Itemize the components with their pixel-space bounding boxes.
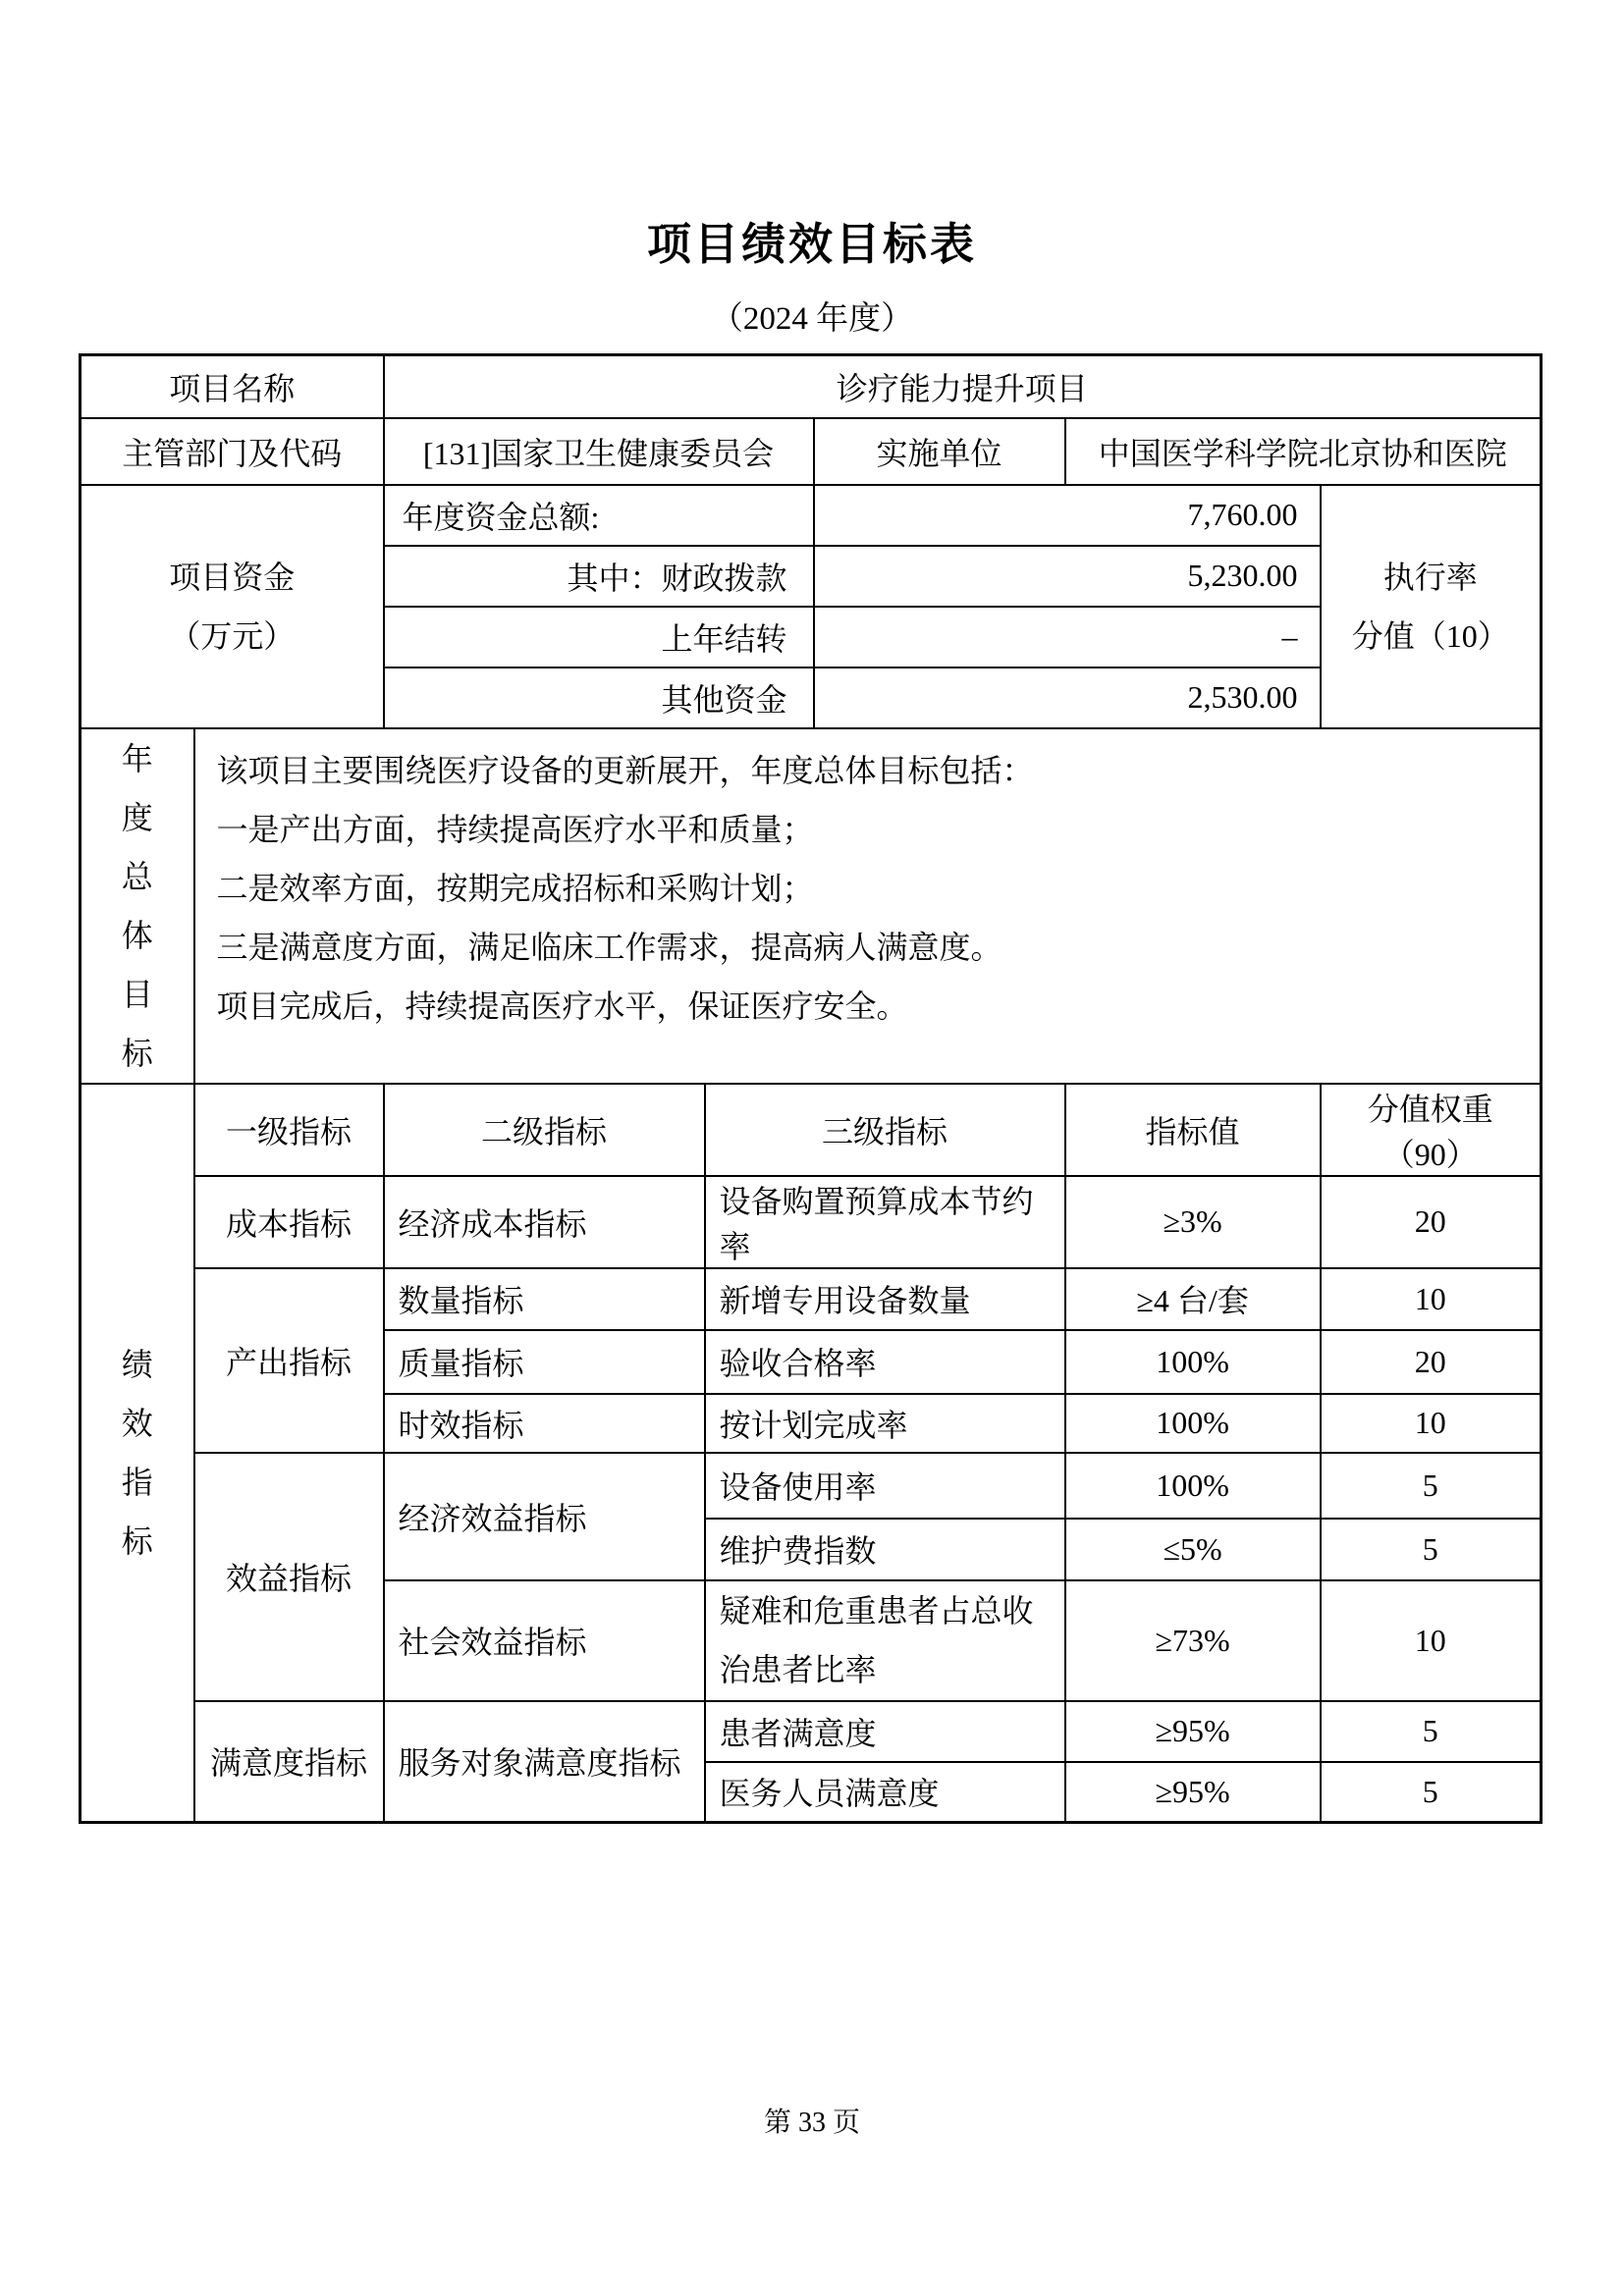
weight-cell: 5 <box>1321 1519 1542 1580</box>
level3-cell: 设备购置预算成本节约率 <box>705 1176 1065 1268</box>
level1-cell: 成本指标 <box>194 1176 384 1268</box>
value-cell: 100% <box>1065 1394 1321 1453</box>
value-cell: 100% <box>1065 1453 1321 1519</box>
execution-label-line2: 分值（10） <box>1351 617 1509 654</box>
project-name-label: 项目名称 <box>81 355 384 418</box>
department-label: 主管部门及代码 <box>81 418 384 485</box>
goal-line: 二是效率方面，按期完成招标和采购计划； <box>216 870 814 906</box>
level3-cell: 设备使用率 <box>705 1453 1065 1519</box>
indicator-row <box>81 1268 1542 1330</box>
funding-row-value: 5,230.00 <box>814 546 1321 607</box>
row-funding-total <box>81 485 1542 546</box>
funding-row-value: 7,760.00 <box>814 485 1321 546</box>
header-level1: 一级指标 <box>194 1084 384 1176</box>
level3-cell: 按计划完成率 <box>705 1394 1065 1453</box>
level3-cell: 医务人员满意度 <box>705 1762 1065 1823</box>
page-subtitle: （2024 年度） <box>710 301 914 337</box>
level2-cell: 经济效益指标 <box>384 1453 705 1580</box>
page-number: 第 33 页 <box>763 2108 860 2138</box>
implement-unit-value: 中国医学科学院北京协和医院 <box>1065 418 1542 485</box>
goal-line: 该项目主要围绕医疗设备的更新展开，年度总体目标包括： <box>216 752 1034 788</box>
funding-row-value: 2,530.00 <box>814 667 1321 728</box>
value-cell: ≥73% <box>1065 1580 1321 1701</box>
page-title: 项目绩效目标表 <box>646 219 977 269</box>
project-name-value: 诊疗能力提升项目 <box>384 355 1542 418</box>
indicators-label: 绩 效 指 标 <box>81 1084 194 1823</box>
value-cell: ≥3% <box>1065 1176 1321 1268</box>
header-level2: 二级指标 <box>384 1084 705 1176</box>
funding-row-value: – <box>814 607 1321 667</box>
performance-target-table <box>79 353 1543 1824</box>
level2-cell: 质量指标 <box>384 1330 705 1394</box>
header-value: 指标值 <box>1065 1084 1321 1176</box>
header-level3: 三级指标 <box>705 1084 1065 1176</box>
weight-cell: 10 <box>1321 1394 1542 1453</box>
funding-label-line2: （万元） <box>169 617 296 654</box>
level2-cell: 经济成本指标 <box>384 1176 705 1268</box>
row-department <box>81 418 1542 485</box>
level2-cell: 数量指标 <box>384 1268 705 1330</box>
weight-cell: 5 <box>1321 1701 1542 1762</box>
indicator-row <box>81 1176 1542 1268</box>
level3-cell: 新增专用设备数量 <box>705 1268 1065 1330</box>
level3-cell: 疑难和危重患者占总收治患者比率 <box>705 1580 1065 1701</box>
funding-row-name: 上年结转 <box>384 607 814 667</box>
level3-cell: 患者满意度 <box>705 1701 1065 1762</box>
goal-line: 项目完成后，持续提高医疗水平，保证医疗安全。 <box>216 988 908 1024</box>
weight-cell: 20 <box>1321 1330 1542 1394</box>
goal-line: 三是满意度方面，满足临床工作需求，提高病人满意度。 <box>216 929 1002 965</box>
funding-label <box>81 485 384 728</box>
header-weight: 分值权重 （90） <box>1321 1084 1542 1176</box>
weight-cell: 20 <box>1321 1176 1542 1268</box>
value-cell: ≥95% <box>1065 1701 1321 1762</box>
execution-rate-label <box>1321 485 1542 728</box>
department-value: [131]国家卫生健康委员会 <box>384 418 814 485</box>
funding-row-name: 其中：财政拨款 <box>384 546 814 607</box>
level1-cell: 效益指标 <box>194 1453 384 1701</box>
indicator-row <box>81 1453 1542 1519</box>
value-cell: 100% <box>1065 1330 1321 1394</box>
level2-cell: 服务对象满意度指标 <box>384 1701 705 1823</box>
annual-goal-content <box>194 728 1542 1084</box>
level1-cell: 产出指标 <box>194 1268 384 1453</box>
funding-row-name: 其他资金 <box>384 667 814 728</box>
row-indicator-header <box>81 1084 1542 1176</box>
weight-cell: 5 <box>1321 1453 1542 1519</box>
weight-cell: 5 <box>1321 1762 1542 1823</box>
level1-cell: 满意度指标 <box>194 1701 384 1823</box>
level2-cell: 社会效益指标 <box>384 1580 705 1701</box>
weight-cell: 10 <box>1321 1580 1542 1701</box>
row-annual-goal <box>81 728 1542 1084</box>
level3-cell: 验收合格率 <box>705 1330 1065 1394</box>
goal-line: 一是产出方面，持续提高医疗水平和质量； <box>216 811 814 847</box>
table-container <box>79 353 1543 1824</box>
level3-cell: 维护费指数 <box>705 1519 1065 1580</box>
value-cell: ≤5% <box>1065 1519 1321 1580</box>
level2-cell: 时效指标 <box>384 1394 705 1453</box>
execution-label-line1: 执行率 <box>1382 559 1478 595</box>
value-cell: ≥95% <box>1065 1762 1321 1823</box>
funding-row-name: 年度资金总额: <box>384 485 814 546</box>
annual-goal-label: 年 度 总 体 目 标 <box>81 728 194 1084</box>
indicator-row <box>81 1701 1542 1762</box>
value-cell: ≥4 台/套 <box>1065 1268 1321 1330</box>
weight-cell: 10 <box>1321 1268 1542 1330</box>
row-project-name <box>81 355 1542 418</box>
implement-unit-label: 实施单位 <box>814 418 1065 485</box>
funding-label-line1: 项目资金 <box>169 559 296 595</box>
